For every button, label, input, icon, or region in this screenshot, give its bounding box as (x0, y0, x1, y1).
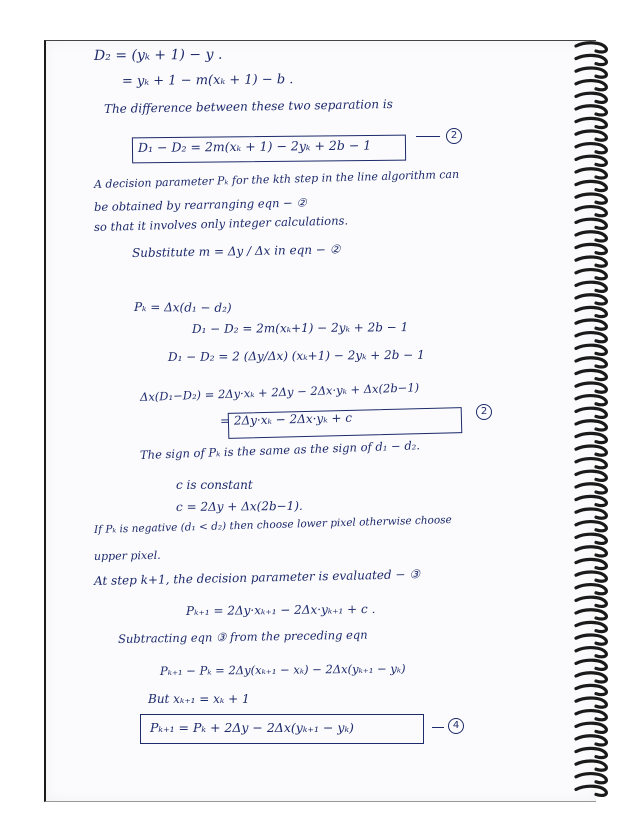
spiral-coil (576, 622, 606, 631)
spiral-coil (576, 232, 606, 241)
spiral-coil (576, 181, 606, 190)
note-line: c = 2Δy + Δx(2b−1). (175, 498, 303, 514)
spiral-coil (576, 648, 606, 657)
note-line: c is constant (176, 478, 253, 492)
spiral-coil (576, 131, 606, 140)
spiral-coil (576, 194, 606, 203)
note-line: = 2Δy·xₖ − 2Δx·yₖ + c (219, 410, 353, 428)
note-line: Pₖ₊₁ − Pₖ = 2Δy(xₖ₊₁ − xₖ) − 2Δx(yₖ₊₁ − yₖ) (159, 661, 406, 678)
note-line: Pₖ₊₁ = Pₖ + 2Δy − 2Δx(yₖ₊₁ − yₖ) (150, 720, 354, 735)
spiral-coil (576, 270, 606, 279)
equation-number-marker: 2 (476, 404, 492, 420)
spiral-coil (576, 118, 606, 127)
spiral-coil (576, 660, 606, 669)
spiral-coil (576, 585, 606, 594)
note-line: At step k+1, the decision parameter is evaluated − ③ (93, 567, 421, 588)
spiral-coil (576, 282, 606, 291)
note-line: D₁ − D₂ = 2 (Δy/Δx) (xₖ+1) − 2yₖ + 2b − 1 (167, 347, 425, 364)
spiral-coil (576, 774, 606, 783)
spiral-coil (576, 761, 606, 770)
spiral-coil (576, 43, 606, 52)
spiral-coil (576, 68, 606, 77)
spiral-coil (576, 408, 606, 417)
spiral-coil (576, 156, 606, 165)
note-line: Substitute m = Δy / Δx in eqn − ② (131, 242, 341, 260)
note-line: The difference between these two separation is (103, 96, 393, 116)
note-line: Pₖ₊₁ = 2Δy·xₖ₊₁ − 2Δx·yₖ₊₁ + c . (185, 602, 376, 618)
spiral-coil (576, 307, 606, 316)
spiral-coil (576, 635, 606, 644)
note-line: Pₖ = Δx(d₁ − d₂) (133, 300, 232, 315)
spiral-coil (576, 685, 606, 694)
spiral-coil (576, 610, 606, 619)
spiral-coil (576, 711, 606, 720)
note-line: so that it involves only integer calculations. (93, 213, 349, 234)
spiral-coil (576, 547, 606, 556)
spiral-coil (576, 471, 606, 480)
spiral-coil (576, 433, 606, 442)
spiral-coil (576, 748, 606, 757)
spiral-binding (572, 40, 612, 800)
note-line: But xₖ₊₁ = xₖ + 1 (148, 692, 250, 706)
spiral-coil (576, 572, 606, 581)
spiral-coil (576, 257, 606, 266)
spiral-coil (576, 496, 606, 505)
spiral-coil (576, 383, 606, 392)
spiral-coil (576, 736, 606, 745)
spiral-coil (576, 673, 606, 682)
spiral-coil (576, 446, 606, 455)
spiral-coil (576, 459, 606, 468)
spiral-coil (576, 207, 606, 216)
note-line: be obtained by rearranging eqn − ② (93, 195, 307, 214)
note-line: A decision parameter Pₖ for the kth step in the line algorithm can (93, 167, 460, 191)
spiral-coil (576, 81, 606, 90)
spiral-coil (576, 522, 606, 531)
spiral-coil (576, 396, 606, 405)
equation-number-marker: 4 (448, 718, 464, 734)
note-line: Δx(D₁−D₂) = 2Δy·xₖ + 2Δy − 2Δx·yₖ + Δx(2b−1) (139, 380, 420, 404)
spiral-coil (576, 534, 606, 543)
spiral-coil (576, 597, 606, 606)
note-line: = yₖ + 1 − m(xₖ + 1) − b . (121, 72, 294, 89)
spiral-coil (576, 219, 606, 228)
spiral-coil (576, 509, 606, 518)
spiral-coil (576, 559, 606, 568)
note-line: D₂ = (yₖ + 1) − y . (93, 46, 223, 64)
equation-number-marker: 2 (446, 128, 462, 144)
spiral-coil (576, 345, 606, 354)
spiral-coil (576, 93, 606, 102)
note-line: If Pₖ is negative (d₁ < d₂) then choose lower pixel otherwise choose (93, 514, 452, 536)
spiral-coil (576, 244, 606, 253)
note-line: D₁ − D₂ = 2m(xₖ + 1) − 2yₖ + 2b − 1 (137, 137, 372, 155)
spiral-coil (576, 169, 606, 178)
note-line: upper pixel. (93, 548, 161, 563)
spiral-coil (576, 358, 606, 367)
note-line: D₁ − D₂ = 2m(xₖ+1) − 2yₖ + 2b − 1 (191, 320, 409, 336)
spiral-coil (576, 295, 606, 304)
note-line: Subtracting eqn ③ from the preceding eqn (117, 627, 368, 646)
spiral-coil (576, 786, 606, 795)
equation-dash (416, 136, 440, 137)
equation-dash (432, 727, 444, 728)
note-line: The sign of Pₖ is the same as the sign of d₁ − d₂. (139, 438, 421, 462)
spiral-coil (576, 55, 606, 64)
spiral-coil (576, 698, 606, 707)
spiral-coil (576, 723, 606, 732)
spiral-coil (576, 421, 606, 430)
spiral-coil (576, 106, 606, 115)
spiral-coil (576, 484, 606, 493)
spiral-coil (576, 333, 606, 342)
spiral-coil (576, 320, 606, 329)
spiral-coil (576, 144, 606, 153)
spiral-coil (576, 370, 606, 379)
